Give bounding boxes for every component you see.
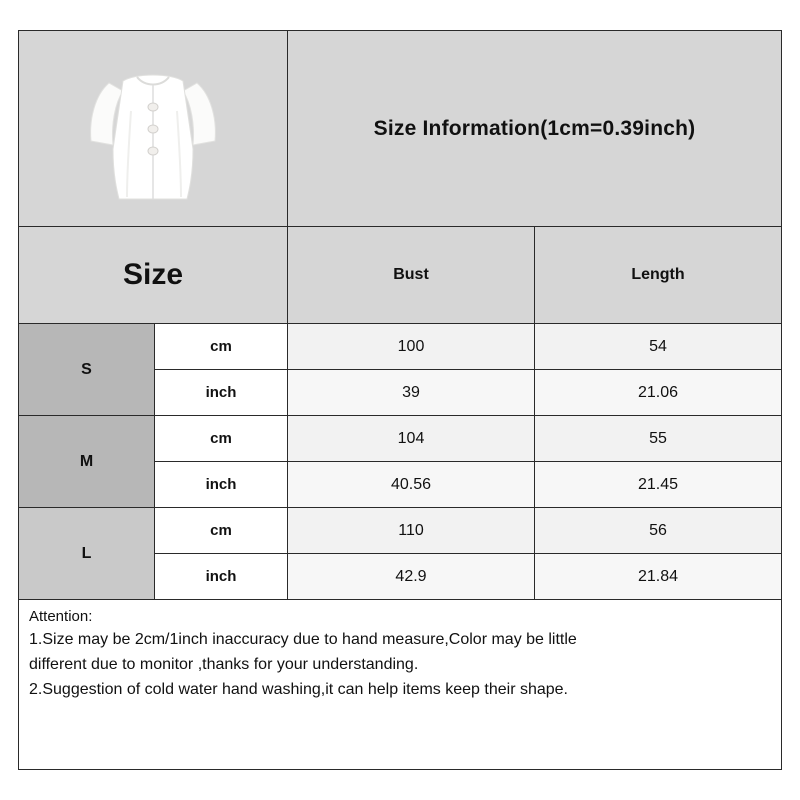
attention-line-2: 2.Suggestion of cold water hand washing,it can help items keep their shape. <box>29 681 568 698</box>
group-rows-m <box>155 416 781 507</box>
bust-cell: 110 <box>288 508 535 553</box>
attention-heading: Attention: <box>29 608 93 625</box>
table-row <box>155 370 781 415</box>
size-label-m: M <box>19 416 155 507</box>
length-cell: 21.45 <box>535 462 781 507</box>
unit-cell: inch <box>155 370 288 415</box>
column-header-length: Length <box>535 227 781 323</box>
bust-cell: 104 <box>288 416 535 461</box>
unit-cell: cm <box>155 508 288 553</box>
table-row <box>155 416 781 462</box>
unit-cell: cm <box>155 416 288 461</box>
column-header-size: Size <box>19 227 288 323</box>
length-cell: 21.84 <box>535 554 781 599</box>
size-label-s: S <box>19 324 155 415</box>
bust-cell: 100 <box>288 324 535 369</box>
product-image-cell <box>19 31 288 226</box>
unit-cell: inch <box>155 554 288 599</box>
size-chart <box>18 30 782 770</box>
table-row <box>155 324 781 370</box>
column-header-bust: Bust <box>288 227 535 323</box>
page-title: Size Information(1cm=0.39inch) <box>373 116 696 140</box>
table-row <box>155 462 781 507</box>
group-rows-l <box>155 508 781 599</box>
table-row-group-m <box>19 416 781 508</box>
attention-line-1b: different due to monitor ,thanks for your understanding. <box>29 656 419 673</box>
bust-cell: 39 <box>288 370 535 415</box>
white-blouse-photo <box>65 41 241 217</box>
bust-cell: 42.9 <box>288 554 535 599</box>
table-row <box>155 554 781 599</box>
chart-title-cell <box>288 31 781 226</box>
attention-note <box>19 600 781 769</box>
attention-line-1a: 1.Size may be 2cm/1inch inaccuracy due to hand measure,Color may be little <box>29 631 577 648</box>
table-row-group-l <box>19 508 781 600</box>
length-cell: 55 <box>535 416 781 461</box>
unit-cell: inch <box>155 462 288 507</box>
chart-header-row <box>19 31 781 227</box>
unit-cell: cm <box>155 324 288 369</box>
bust-cell: 40.56 <box>288 462 535 507</box>
length-cell: 56 <box>535 508 781 553</box>
size-label-l: L <box>19 508 155 599</box>
column-header-row <box>19 227 781 324</box>
table-row-group-s <box>19 324 781 416</box>
length-cell: 21.06 <box>535 370 781 415</box>
table-row <box>155 508 781 554</box>
group-rows-s <box>155 324 781 415</box>
length-cell: 54 <box>535 324 781 369</box>
